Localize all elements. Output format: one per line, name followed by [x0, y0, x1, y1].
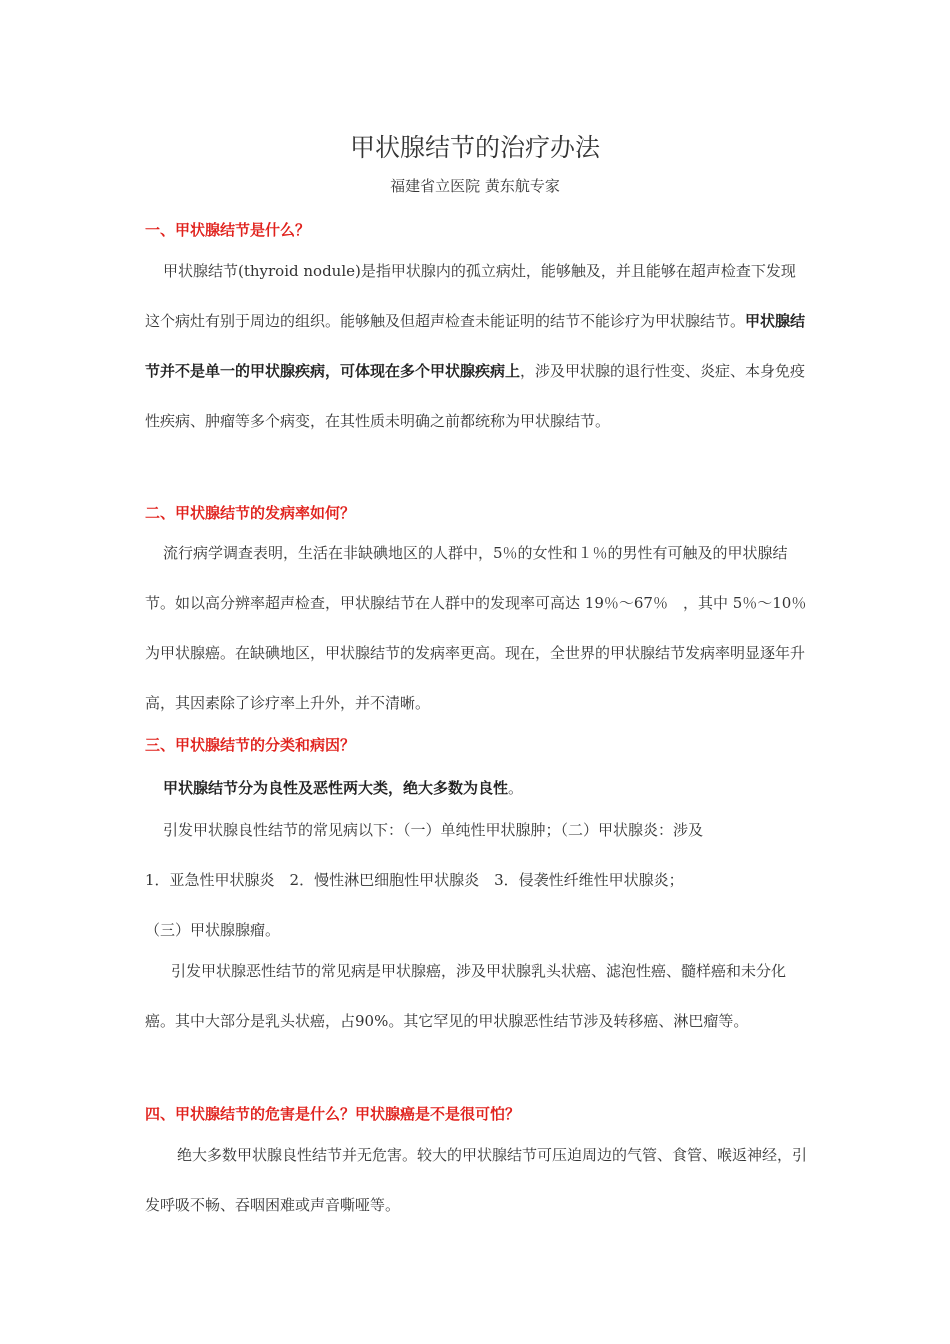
section-4-paragraph: 绝大多数甲状腺良性结节并无危害。较大的甲状腺结节可压迫周边的气管、食管、喉返神经，引发呼吸不畅、吞咽困难或声音嘶哑等。 — [145, 1146, 808, 1214]
document-subtitle: 福建省立医院 黄东航专家 — [390, 177, 560, 195]
section-heading-4: 四、甲状腺结节的危害是什么？甲状腺癌是不是很可怕？ — [145, 1105, 521, 1123]
section-1-text-a: 甲状腺结节(thyroid nodule)是指甲状腺内的孤立病灶，能够触及，并且能够在超声检查下发现这个病灶有别于周边的组织。能够触及但超声检查未能证明的结节不能诊疗为甲状腺结节。 — [145, 262, 796, 330]
section-3-malignant-paragraph: 引发甲状腺恶性结节的常见病是甲状腺癌，涉及甲状腺乳头状癌、滤泡性癌、髓样癌和未分化癌。其中大部分是乳头状癌，占90%。其它罕见的甲状腺恶性结节涉及转移癌、淋巴瘤等。 — [145, 962, 787, 1030]
section-heading-3: 三、甲状腺结节的分类和病因？ — [145, 736, 356, 754]
section-1-paragraph — [145, 246, 810, 446]
section-3-bold-tail: 。 — [508, 779, 524, 797]
section-1-text-b: ，涉及甲状腺的退行性变、炎症、本身免疫性疾病、肿瘤等多个病变，在其性质未明确之前都统称为甲状腺结节。 — [145, 362, 806, 430]
section-3-benign-line-1: 引发甲状腺良性结节的常见病以下：（一）单纯性甲状腺肿；（二）甲状腺炎：涉及 — [163, 821, 704, 839]
document-title: 甲状腺结节的治疗办法 — [349, 133, 600, 162]
section-2-paragraph: 流行病学调查表明，生活在非缺碘地区的人群中，5％的女性和１％的男性有可触及的甲状腺结节。如以高分辨率超声检查，甲状腺结节在人群中的发现率可高达 19％～67％ ，其中 5％～10％为甲状腺癌。在缺碘地区，甲状腺结节的发病率更高。现在，全世界的甲状腺结节发病率明显逐年升高，其因素除了诊疗率上升外，并不清晰。 — [145, 544, 807, 712]
section-3-bold-line — [145, 776, 523, 800]
section-3-bold-text: 甲状腺结节分为良性及恶性两大类，绝大多数为良性 — [163, 779, 509, 797]
section-1-bold-text: 甲状腺结节并不是单一的甲状腺疾病，可体现在多个甲状腺疾病上 — [145, 312, 806, 380]
section-3-benign-line-3: （三）甲状腺腺瘤。 — [145, 921, 281, 939]
section-heading-1: 一、甲状腺结节是什么？ — [145, 221, 311, 239]
section-3-benign-line-2: 1．亚急性甲状腺炎 2．慢性淋巴细胞性甲状腺炎 3．侵袭性纤维性甲状腺炎； — [145, 871, 684, 889]
section-heading-2: 二、甲状腺结节的发病率如何？ — [145, 504, 356, 522]
